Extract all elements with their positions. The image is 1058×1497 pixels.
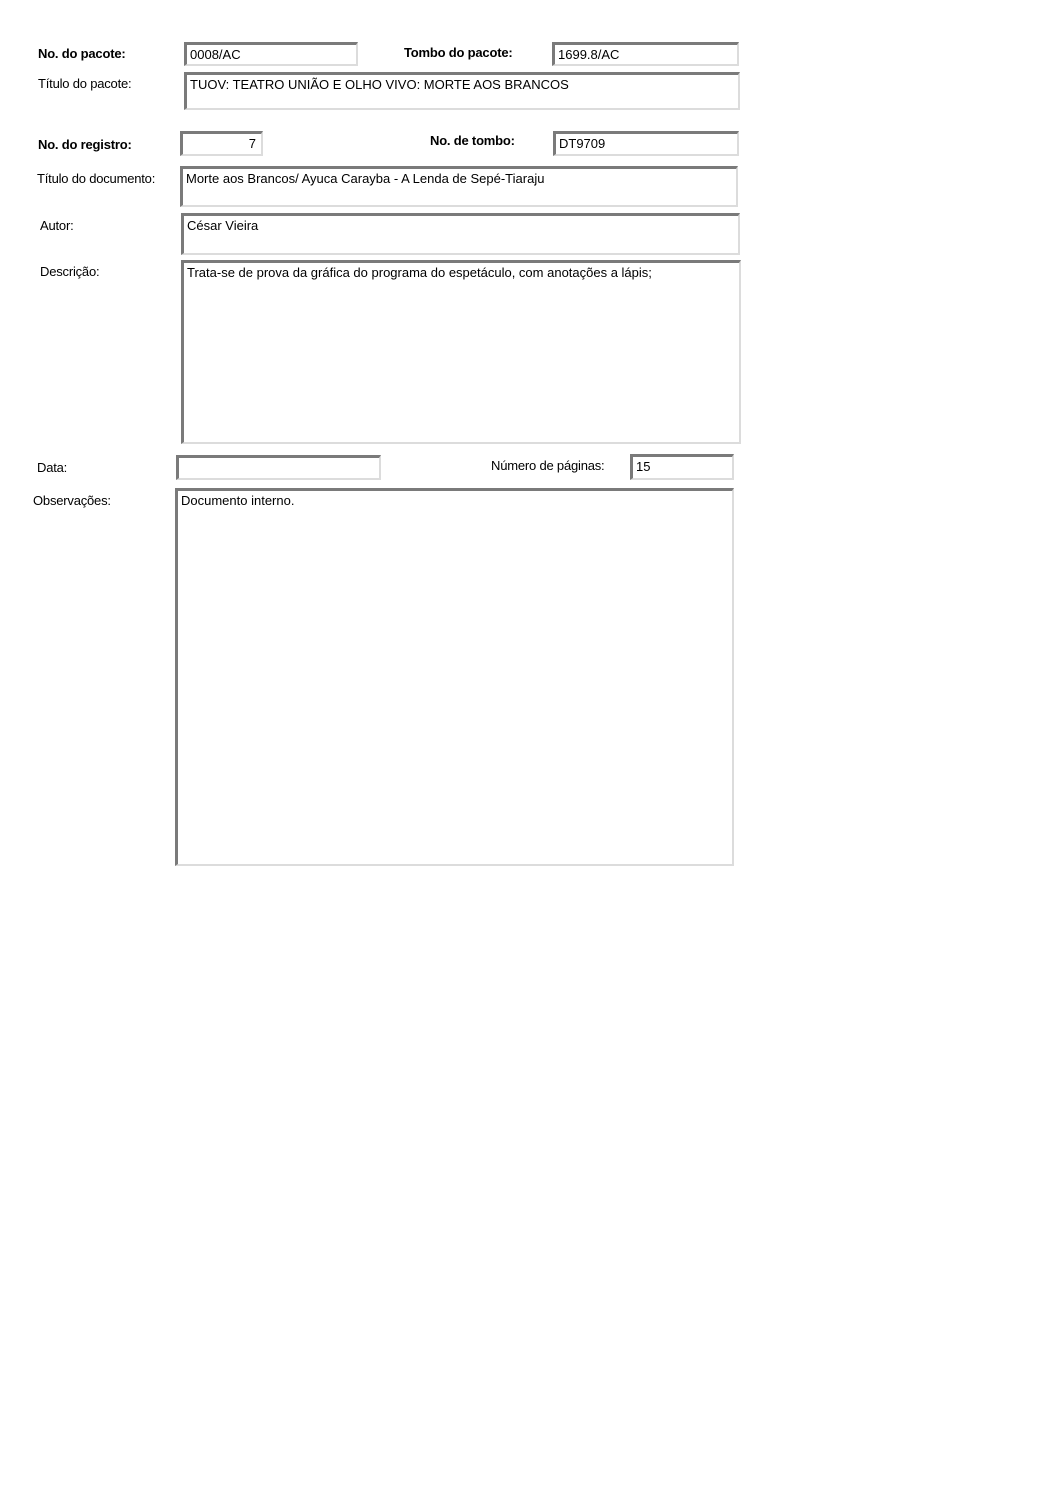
observacoes-field[interactable]: Documento interno.	[175, 488, 734, 866]
data-field[interactable]	[176, 455, 381, 480]
autor-field[interactable]: César Vieira	[181, 213, 740, 255]
no-registro-field[interactable]: 7	[180, 131, 263, 156]
tombo-pacote-field[interactable]: 1699.8/AC	[552, 42, 739, 66]
no-tombo-field[interactable]: DT9709	[553, 131, 739, 156]
autor-label: Autor:	[40, 218, 74, 233]
data-label: Data:	[37, 460, 68, 475]
no-pacote-label: No. do pacote:	[38, 46, 126, 61]
titulo-documento-label: Título do documento:	[37, 171, 156, 186]
titulo-documento-field[interactable]: Morte aos Brancos/ Ayuca Carayba - A Lenda de Sepé-Tiaraju	[180, 166, 738, 207]
numero-paginas-field[interactable]: 15	[630, 454, 734, 480]
descricao-field[interactable]: Trata-se de prova da gráfica do programa do espetáculo, com anotações a lápis;	[181, 260, 741, 444]
no-pacote-field[interactable]: 0008/AC	[184, 42, 358, 66]
tombo-pacote-label: Tombo do pacote:	[404, 45, 513, 60]
titulo-pacote-label: Título do pacote:	[38, 76, 132, 91]
no-registro-label: No. do registro:	[38, 137, 132, 152]
numero-paginas-label: Número de páginas:	[491, 458, 605, 473]
descricao-label: Descrição:	[40, 264, 100, 279]
observacoes-label: Observações:	[33, 493, 111, 508]
titulo-pacote-field[interactable]: TUOV: TEATRO UNIÃO E OLHO VIVO: MORTE AOS BRANCOS	[184, 72, 740, 110]
no-tombo-label: No. de tombo:	[430, 133, 515, 148]
